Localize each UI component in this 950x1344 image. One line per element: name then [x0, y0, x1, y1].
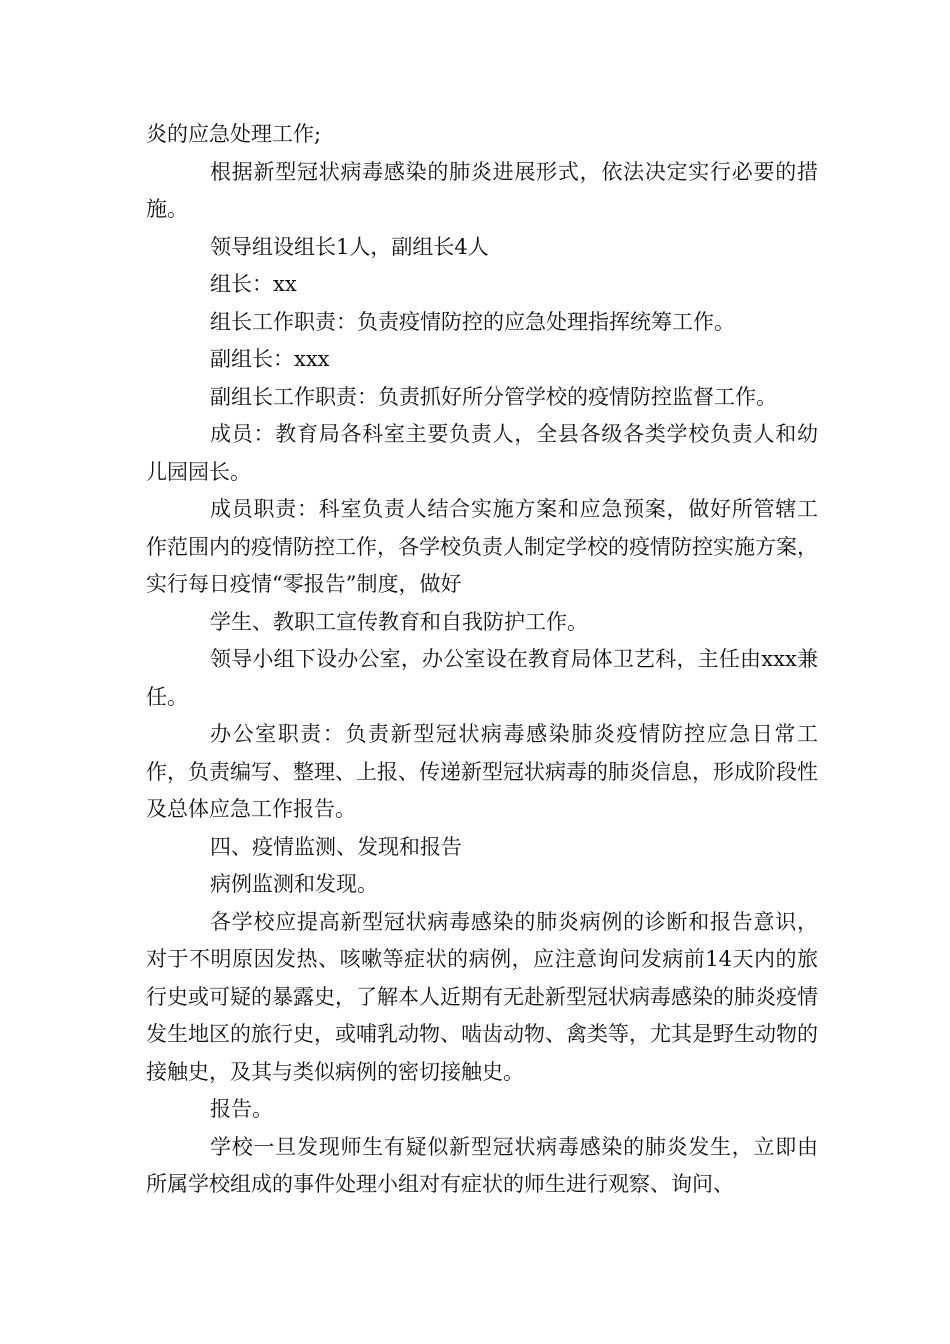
- paragraph-6: 副组长：xxx: [210, 347, 330, 371]
- paragraph-14: 病例监测和发现。: [210, 872, 378, 896]
- section-heading: 四、疫情监测、发现和报告: [210, 834, 462, 859]
- paragraph-9: 成员职责：科室负责人结合实施方案和应急预案，做好所管辖工作范围内的疫情防控工作，各学校负责人制定学校的疫情防控实施方案，实行每日疫情“零报告”制度，做好: [146, 497, 818, 596]
- paragraph-15: 各学校应提高新型冠状病毒感染的肺炎病例的诊断和报告意识，对于不明原因发热、咳嗽等症状的病例，应注意询问发病前14天内的旅行史或可疑的暴露史，了解本人近期有无赴新型冠状病毒感染的肺炎疫情发生地区的旅行史，或哺乳动物、啮齿动物、禽类等，尤其是野生动物的接触史，及其与类似病例的密切接触史。: [146, 909, 818, 1084]
- paragraph-3: 领导组设组长1人，副组长4人: [210, 234, 489, 259]
- paragraph-7: 副组长工作职责：负责抓好所分管学校的疫情防控监督工作。: [210, 384, 777, 409]
- paragraph-16: 报告。: [210, 1097, 273, 1121]
- paragraph-1: 炎的应急处理工作;: [146, 122, 322, 146]
- paragraph-11: 领导小组下设办公室，办公室设在教育局体卫艺科，主任由xxx兼任。: [146, 647, 818, 709]
- paragraph-8: 成员：教育局各科室主要负责人，全县各级各类学校负责人和幼儿园园长。: [146, 422, 818, 484]
- paragraph-4: 组长：xx: [210, 272, 297, 296]
- paragraph-2: 根据新型冠状病毒感染的肺炎进展形式，依法决定实行必要的措施。: [146, 159, 818, 221]
- paragraph-12: 办公室职责：负责新型冠状病毒感染肺炎疫情防控应急日常工作，负责编写、整理、上报、传递新型冠状病毒的肺炎信息，形成阶段性及总体应急工作报告。: [146, 722, 818, 821]
- paragraph-17: 学校一旦发现师生有疑似新型冠状病毒感染的肺炎发生，立即由所属学校组成的事件处理小组对有症状的师生进行观察、询问、: [146, 1134, 818, 1196]
- paragraph-10: 学生、教职工宣传教育和自我防护工作。: [210, 609, 588, 634]
- document-body: [146, 116, 818, 1204]
- paragraph-5: 组长工作职责：负责疫情防控的应急处理指挥统筹工作。: [210, 309, 735, 334]
